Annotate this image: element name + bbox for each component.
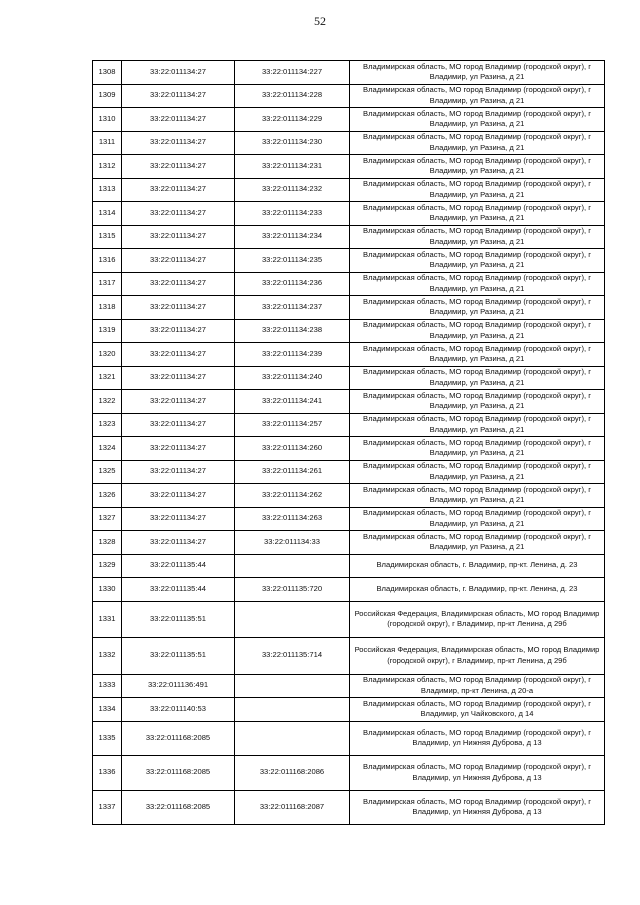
address: Владимирская область, МО город Владимир (городской округ), г Владимир, ул Разина, д 21 [350,131,605,155]
table-row [93,674,605,698]
parent-cadastral-number: 33:22:011135:51 [122,638,235,675]
parent-cadastral-number: 33:22:011134:27 [122,249,235,273]
table-row [93,155,605,179]
table-row [93,413,605,437]
registry-table-body [93,61,605,825]
child-cadastral-number: 33:22:011134:233 [235,202,350,226]
row-number: 1330 [93,578,122,602]
address: Владимирская область, МО город Владимир (городской округ), г Владимир, ул Разина, д 21 [350,460,605,484]
table-row [93,601,605,638]
table-row [93,790,605,825]
parent-cadastral-number: 33:22:011134:27 [122,366,235,390]
parent-cadastral-number: 33:22:011134:27 [122,437,235,461]
child-cadastral-number: 33:22:011135:720 [235,578,350,602]
child-cadastral-number: 33:22:011134:234 [235,225,350,249]
address: Владимирская область, МО город Владимир (городской округ), г Владимир, ул Разина, д 21 [350,108,605,132]
table-row [93,296,605,320]
table-row [93,343,605,367]
child-cadastral-number: 33:22:011134:236 [235,272,350,296]
address: Владимирская область, МО город Владимир (городской округ), г Владимир, ул Разина, д 21 [350,319,605,343]
table-row [93,531,605,555]
table-row [93,578,605,602]
child-cadastral-number: 33:22:011134:239 [235,343,350,367]
parent-cadastral-number: 33:22:011135:44 [122,554,235,578]
child-cadastral-number: 33:22:011134:228 [235,84,350,108]
address: Владимирская область, г. Владимир, пр-кт. Ленина, д. 23 [350,578,605,602]
parent-cadastral-number: 33:22:011134:27 [122,202,235,226]
table-row [93,698,605,722]
row-number: 1324 [93,437,122,461]
table-row [93,202,605,226]
parent-cadastral-number: 33:22:011134:27 [122,343,235,367]
child-cadastral-number: 33:22:011134:241 [235,390,350,414]
row-number: 1328 [93,531,122,555]
address: Владимирская область, МО город Владимир (городской округ), г Владимир, ул Разина, д 21 [350,249,605,273]
child-cadastral-number: 33:22:011134:227 [235,61,350,85]
address: Владимирская область, МО город Владимир (городской округ), г Владимир, ул Разина, д 21 [350,484,605,508]
child-cadastral-number: 33:22:011134:257 [235,413,350,437]
row-number: 1333 [93,674,122,698]
address: Владимирская область, МО город Владимир (городской округ), г Владимир, ул Разина, д 21 [350,390,605,414]
address: Российская Федерация, Владимирская область, МО город Владимир (городской округ), г Владимир, пр-кт Ленина, д 29б [350,638,605,675]
child-cadastral-number: 33:22:011134:235 [235,249,350,273]
row-number: 1310 [93,108,122,132]
parent-cadastral-number: 33:22:011135:51 [122,601,235,638]
row-number: 1335 [93,721,122,756]
row-number: 1326 [93,484,122,508]
address: Владимирская область, МО город Владимир (городской округ), г Владимир, ул Разина, д 21 [350,61,605,85]
address: Владимирская область, МО город Владимир (городской округ), г Владимир, ул Разина, д 21 [350,84,605,108]
address: Владимирская область, МО город Владимир (городской округ), г Владимир, ул Нижняя Дуброва, д 13 [350,756,605,791]
parent-cadastral-number: 33:22:011134:27 [122,460,235,484]
child-cadastral-number: 33:22:011134:237 [235,296,350,320]
address: Владимирская область, МО город Владимир (городской округ), г Владимир, ул Нижняя Дуброва, д 13 [350,790,605,825]
child-cadastral-number: 33:22:011134:238 [235,319,350,343]
child-cadastral-number: 33:22:011135:714 [235,638,350,675]
parent-cadastral-number: 33:22:011140:53 [122,698,235,722]
row-number: 1337 [93,790,122,825]
page-number: 52 [314,14,326,28]
child-cadastral-number: 33:22:011168:2086 [235,756,350,791]
address: Владимирская область, МО город Владимир (городской округ), г Владимир, ул Чайковского, д 14 [350,698,605,722]
parent-cadastral-number: 33:22:011168:2085 [122,756,235,791]
table-row [93,756,605,791]
parent-cadastral-number: 33:22:011134:27 [122,225,235,249]
row-number: 1329 [93,554,122,578]
child-cadastral-number: 33:22:011134:263 [235,507,350,531]
row-number: 1312 [93,155,122,179]
parent-cadastral-number: 33:22:011134:27 [122,84,235,108]
table-row [93,390,605,414]
address: Владимирская область, МО город Владимир (городской округ), г Владимир, ул Разина, д 21 [350,296,605,320]
row-number: 1318 [93,296,122,320]
child-cadastral-number: 33:22:011134:261 [235,460,350,484]
row-number: 1334 [93,698,122,722]
child-cadastral-number: 33:22:011134:231 [235,155,350,179]
child-cadastral-number: 33:22:011168:2087 [235,790,350,825]
table-row [93,507,605,531]
parent-cadastral-number: 33:22:011134:27 [122,155,235,179]
row-number: 1322 [93,390,122,414]
table-row [93,366,605,390]
child-cadastral-number [235,674,350,698]
table-row [93,249,605,273]
address: Владимирская область, МО город Владимир (городской округ), г Владимир, ул Разина, д 21 [350,155,605,179]
row-number: 1311 [93,131,122,155]
address: Российская Федерация, Владимирская область, МО город Владимир (городской округ), г Владимир, пр-кт Ленина, д 29б [350,601,605,638]
table-row [93,460,605,484]
table-row [93,272,605,296]
address: Владимирская область, МО город Владимир (городской округ), г Владимир, ул Разина, д 21 [350,507,605,531]
table-row [93,131,605,155]
address: Владимирская область, МО город Владимир (городской округ), г Владимир, ул Разина, д 21 [350,531,605,555]
child-cadastral-number: 33:22:011134:260 [235,437,350,461]
child-cadastral-number [235,721,350,756]
parent-cadastral-number: 33:22:011134:27 [122,390,235,414]
child-cadastral-number [235,554,350,578]
child-cadastral-number: 33:22:011134:232 [235,178,350,202]
address: Владимирская область, г. Владимир, пр-кт. Ленина, д. 23 [350,554,605,578]
parent-cadastral-number: 33:22:011134:27 [122,413,235,437]
table-row [93,61,605,85]
parent-cadastral-number: 33:22:011134:27 [122,131,235,155]
row-number: 1308 [93,61,122,85]
address: Владимирская область, МО город Владимир (городской округ), г Владимир, ул Разина, д 21 [350,413,605,437]
row-number: 1315 [93,225,122,249]
child-cadastral-number: 33:22:011134:262 [235,484,350,508]
parent-cadastral-number: 33:22:011134:27 [122,108,235,132]
parent-cadastral-number: 33:22:011168:2085 [122,790,235,825]
row-number: 1320 [93,343,122,367]
table-row [93,178,605,202]
row-number: 1309 [93,84,122,108]
address: Владимирская область, МО город Владимир (городской округ), г Владимир, ул Разина, д 21 [350,366,605,390]
table-row [93,225,605,249]
table-row [93,437,605,461]
address: Владимирская область, МО город Владимир (городской округ), г Владимир, ул Разина, д 21 [350,178,605,202]
address: Владимирская область, МО город Владимир (городской округ), г Владимир, ул Нижняя Дуброва, д 13 [350,721,605,756]
table-row [93,554,605,578]
row-number: 1325 [93,460,122,484]
row-number: 1319 [93,319,122,343]
child-cadastral-number: 33:22:011134:33 [235,531,350,555]
parent-cadastral-number: 33:22:011134:27 [122,61,235,85]
table-row [93,721,605,756]
parent-cadastral-number: 33:22:011134:27 [122,319,235,343]
row-number: 1332 [93,638,122,675]
row-number: 1314 [93,202,122,226]
child-cadastral-number: 33:22:011134:230 [235,131,350,155]
address: Владимирская область, МО город Владимир (городской округ), г Владимир, пр-кт Ленина, д 20-а [350,674,605,698]
table-row [93,319,605,343]
table-row [93,108,605,132]
address: Владимирская область, МО город Владимир (городской округ), г Владимир, ул Разина, д 21 [350,437,605,461]
parent-cadastral-number: 33:22:011134:27 [122,296,235,320]
child-cadastral-number [235,601,350,638]
table-row [93,84,605,108]
row-number: 1321 [93,366,122,390]
child-cadastral-number: 33:22:011134:229 [235,108,350,132]
row-number: 1323 [93,413,122,437]
parent-cadastral-number: 33:22:011134:27 [122,507,235,531]
parent-cadastral-number: 33:22:011136:491 [122,674,235,698]
parent-cadastral-number: 33:22:011134:27 [122,484,235,508]
row-number: 1327 [93,507,122,531]
row-number: 1336 [93,756,122,791]
address: Владимирская область, МО город Владимир (городской округ), г Владимир, ул Разина, д 21 [350,225,605,249]
parent-cadastral-number: 33:22:011135:44 [122,578,235,602]
registry-table [92,60,605,825]
table-row [93,484,605,508]
parent-cadastral-number: 33:22:011134:27 [122,178,235,202]
row-number: 1331 [93,601,122,638]
parent-cadastral-number: 33:22:011134:27 [122,531,235,555]
child-cadastral-number [235,698,350,722]
parent-cadastral-number: 33:22:011168:2085 [122,721,235,756]
row-number: 1313 [93,178,122,202]
row-number: 1317 [93,272,122,296]
row-number: 1316 [93,249,122,273]
table-row [93,638,605,675]
child-cadastral-number: 33:22:011134:240 [235,366,350,390]
address: Владимирская область, МО город Владимир (городской округ), г Владимир, ул Разина, д 21 [350,272,605,296]
address: Владимирская область, МО город Владимир (городской округ), г Владимир, ул Разина, д 21 [350,202,605,226]
parent-cadastral-number: 33:22:011134:27 [122,272,235,296]
address: Владимирская область, МО город Владимир (городской округ), г Владимир, ул Разина, д 21 [350,343,605,367]
